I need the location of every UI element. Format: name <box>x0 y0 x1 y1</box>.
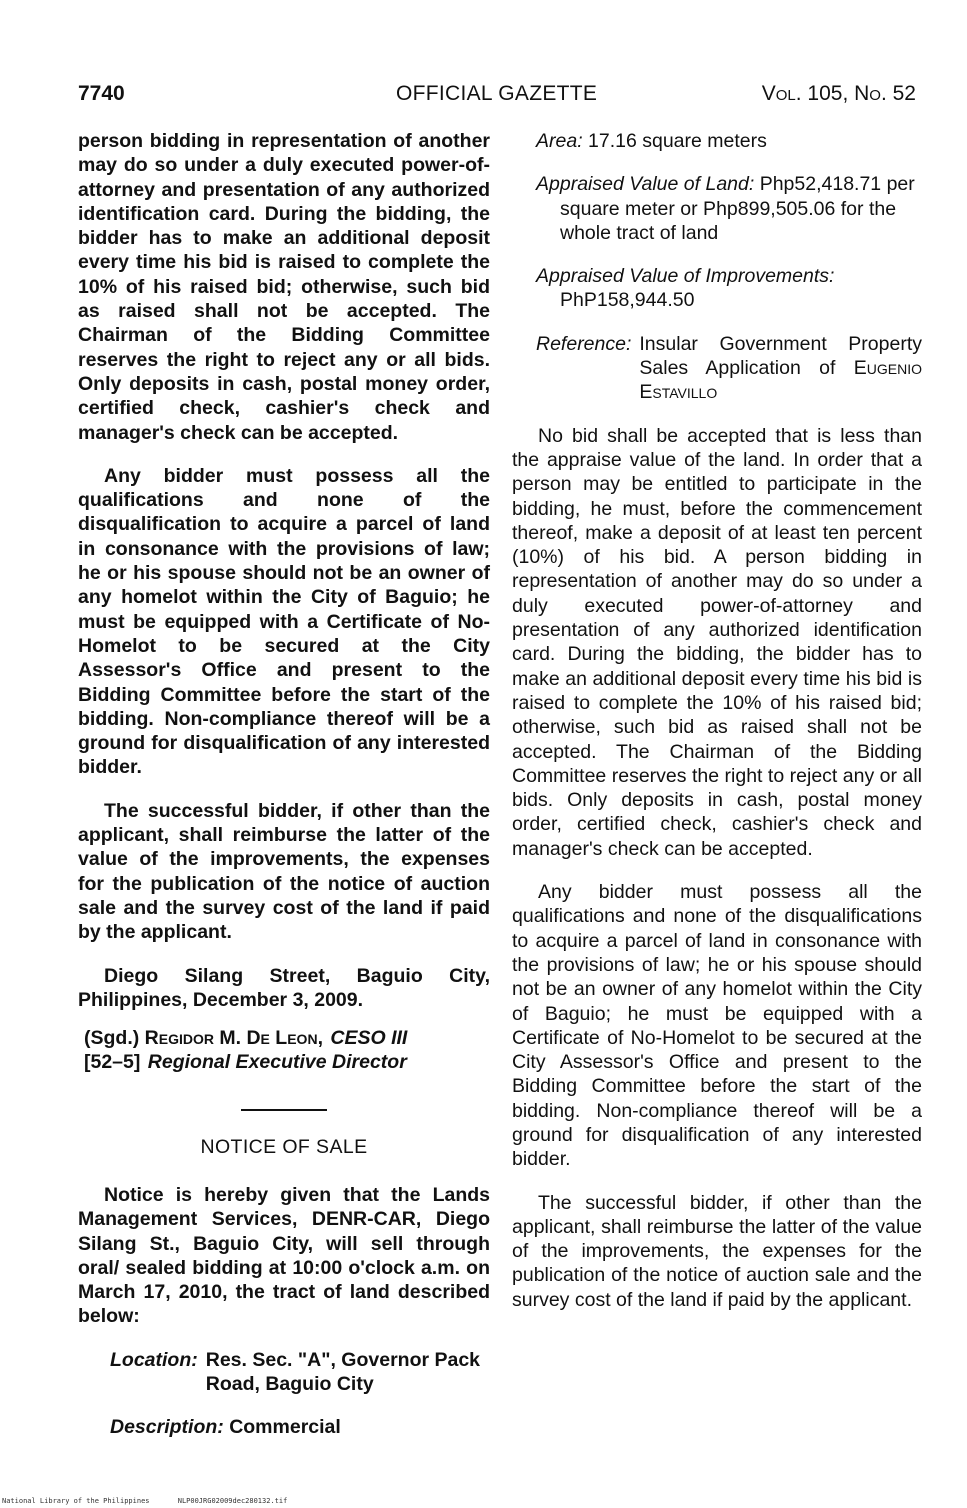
appraised-improvements-value: PhP158,944.50 <box>560 289 695 312</box>
description-field <box>78 1415 490 1439</box>
publication-title: OFFICIAL GAZETTE <box>396 82 598 105</box>
signature-block <box>78 1026 490 1075</box>
signature-line-2 <box>84 1050 490 1074</box>
left-column <box>78 129 490 1440</box>
signatory-name: Regidor M. De Leon <box>144 1027 318 1050</box>
signatory-title: CESO III <box>330 1027 408 1050</box>
scan-footer <box>2 1497 311 1505</box>
left-paragraph-3: The successful bidder, if other than the applicant, shall reimburse the latter of the value of the improvements, the expenses for the publication of the notice of auction sale and the survey cost of the land if paid by the applicant. <box>78 799 490 944</box>
appraised-land-field <box>512 172 922 245</box>
area-field <box>512 129 922 153</box>
reference-value: Insular Government Property Sales Application of <box>639 332 922 380</box>
page-number: 7740 <box>78 82 125 105</box>
left-paragraph-2: Any bidder must possess all the qualifications and none of the disqualification to acquire a parcel of land in consonance with the provisions of law; he or his spouse should not be an owner of any homelot within the City of Baguio; he must be equipped with a Certificate of No-Homelot to be secured at the City Assessor's Office and present to the Bidding Committee before the start of the bidding. Non-compliance thereof will be a ground for disqualification of any interested bidder. <box>78 464 490 779</box>
signature-line-1: (Sgd.) Regidor M. De Leon, CESO III <box>84 1027 408 1050</box>
applicant-name: Eugenio Estavillo <box>639 357 922 404</box>
reference-field <box>512 332 922 405</box>
right-paragraph-2: Any bidder must possess all the qualifications and none of the disqualifications to acquire a parcel of land in consonance with the provisions of law; he or his spouse should not be an owner of any homelot within the City of Baguio; he must be equipped with a Certificate of No-Homelot to be secured at the City Assessor's Office and present to the Bidding Committee before the start of the bidding. Non-compliance thereof will be a ground for disqualification of any interested bidder. <box>512 881 922 1171</box>
notice-paragraph: Notice is hereby given that the Lands Management Services, DENR-CAR, Diego Silang St., Baguio City, will sell through oral/ sealed bidding at 10:00 o'clock a.m. on March 17, 2010, the tract of land described below: <box>78 1183 490 1328</box>
appraised-improvements-field <box>512 264 922 313</box>
appraised-land-label: Appraised Value of Land: <box>536 173 755 196</box>
location-value: Res. Sec. "A", Governor Pack Road, Baguio City <box>205 1348 481 1396</box>
right-column <box>512 129 922 1312</box>
library-credit: National Library of the Philippines <box>2 1497 150 1505</box>
volume-number: Vol. 105, No. 52 <box>761 82 916 105</box>
description-value: Commercial <box>229 1416 341 1439</box>
area-value: 17.16 square meters <box>588 130 767 152</box>
area-label: Area: <box>536 130 583 152</box>
right-paragraph-3: The successful bidder, if other than the applicant, shall reimburse the latter of the value of the improvements, the expenses for the publication of the notice of auction sale and the survey cost of the land if paid by the applicant. <box>512 1191 922 1311</box>
location-field <box>78 1348 490 1397</box>
notice-title: NOTICE OF SALE <box>200 1135 368 1158</box>
section-divider <box>241 1109 327 1111</box>
description-label: Description: <box>110 1416 224 1439</box>
page-header <box>78 82 916 112</box>
appraised-land-value: Php52,418.71 per square meter or Php899,505.06 for the whole tract of land <box>560 173 915 244</box>
issue-reference: [52–5] <box>84 1051 141 1074</box>
reference-label: Reference: <box>536 332 632 355</box>
right-paragraph-1: No bid shall be accepted that is less than the appraise value of the land. In order that a person may be entitled to participate in the bidding, he must, before the commencement thereof, make a deposit of at least ten percent (10%) of his bid. A person bidding in representation of another may do so under a duly executed power-of-attorney and presentation of any authorized identification card. During the bidding, the bidder has to make an additional deposit every time his bid is raised to complete the 10% of his raised bid; otherwise, such bid as raised shall not be accepted. The Chairman of the Bidding Committee reserves the right to reject any or all bids. Only deposits in cash, postal money order, certified check, cashier's check and manager's check can be accepted. <box>512 424 922 860</box>
appraised-improvements-label: Appraised Value of Improvements: <box>536 265 835 288</box>
left-paragraph-1: person bidding in representation of another may do so under a duly executed power-of-attorney and presentation of any authorized identification card. During the bidding, the bidder has to make an additional deposit every time his bid is raised to complete the 10% of his raised bid; otherwise, such bid as raised shall not be accepted. The Chairman of the Bidding Committee reserves the right to reject any or all bids. Only deposits in cash, postal money order, certified check, cashier's check and manager's check can be accepted. <box>78 130 490 444</box>
place-date: Diego Silang Street, Baguio City, Philippines, December 3, 2009. <box>78 964 490 1011</box>
signatory-position: Regional Executive Director <box>147 1051 407 1074</box>
reference-value-block <box>639 332 922 405</box>
location-label: Location: <box>110 1348 198 1371</box>
scan-filename: NLP00JRG02009dec280132.tif <box>177 1497 288 1505</box>
sgd-label: (Sgd.) <box>84 1027 140 1050</box>
